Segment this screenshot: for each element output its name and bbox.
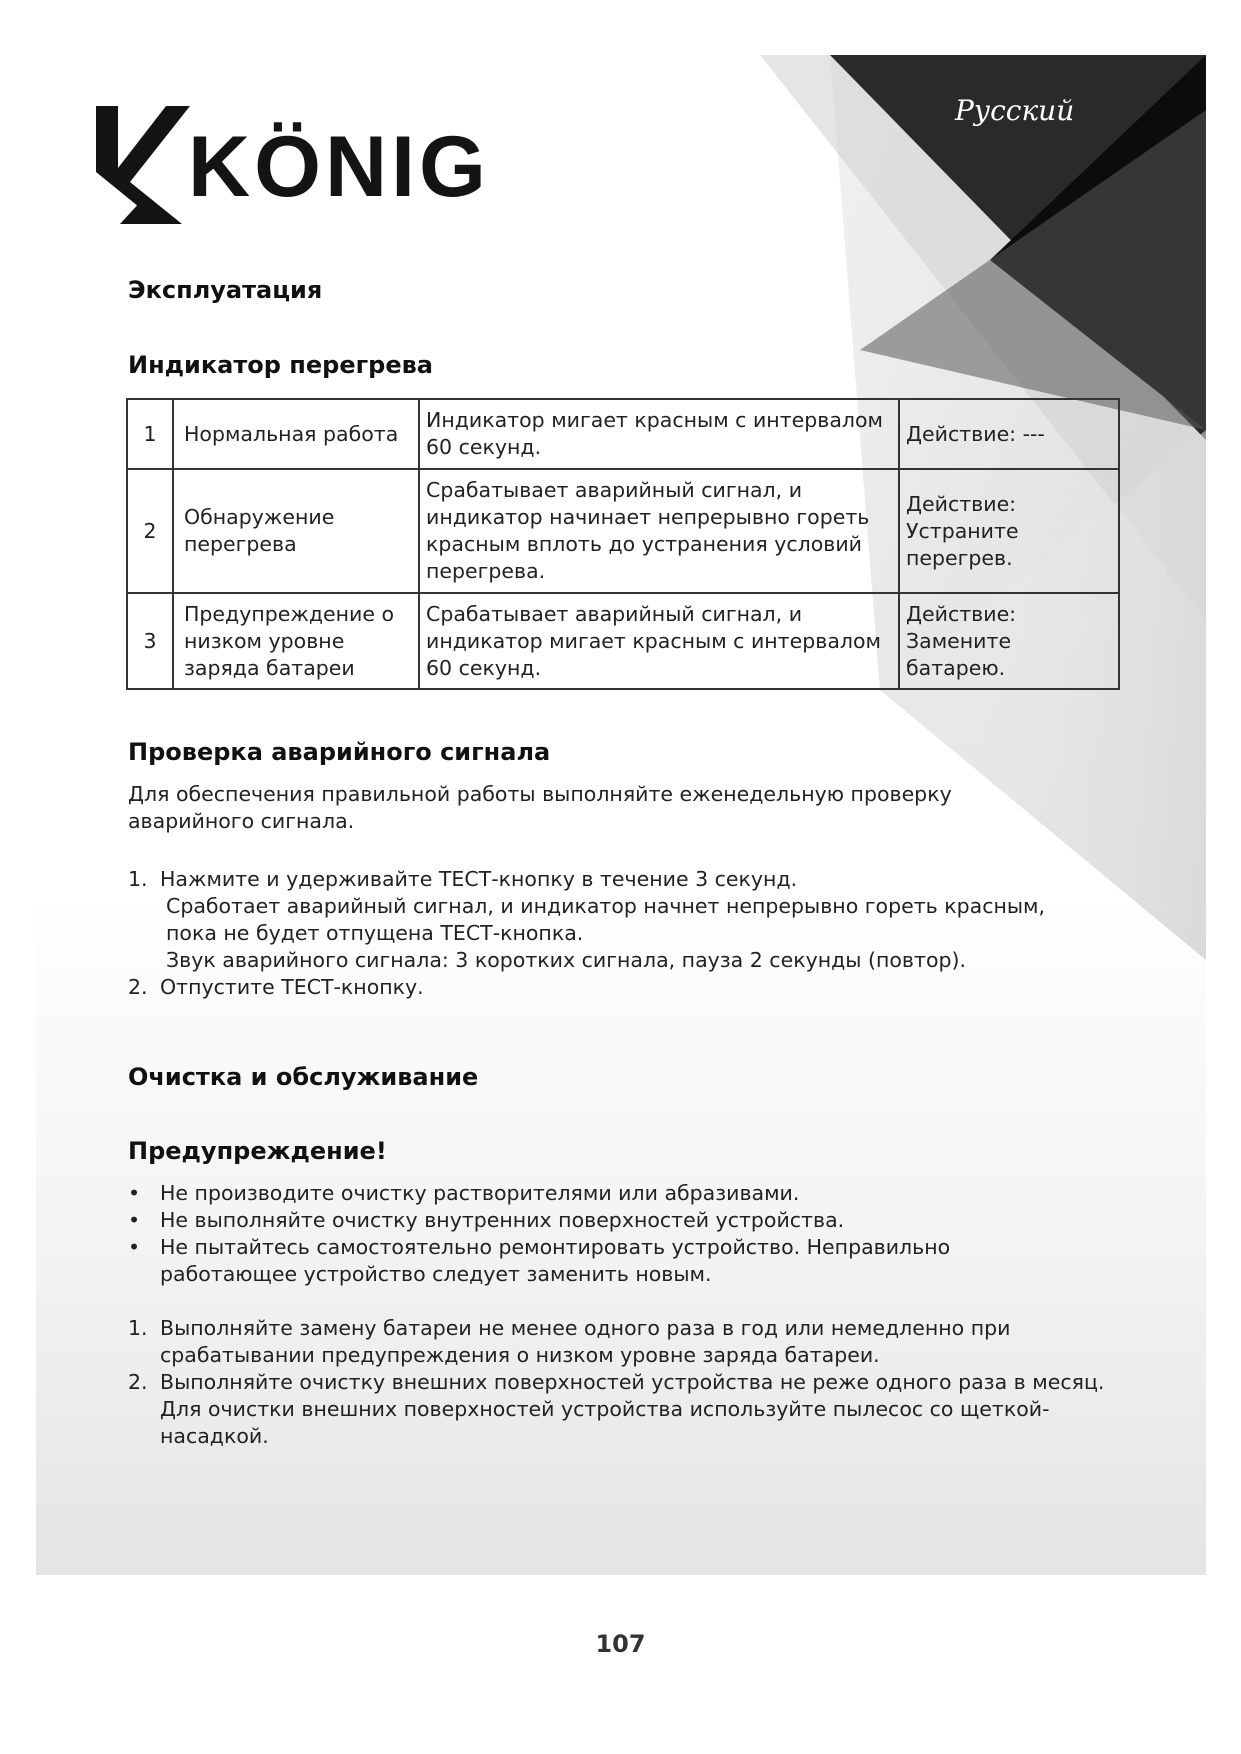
alarm-check-intro: Для обеспечения правильной работы выполняйте еженедельную проверку аварийного сигнала. — [128, 782, 952, 833]
row-mode: Нормальная работа — [173, 399, 419, 469]
step-line: Нажмите и удерживайте ТЕСТ-кнопку в течение 3 секунд. — [160, 867, 798, 891]
list-marker: 1. — [128, 867, 148, 891]
page-number: 107 — [595, 1630, 646, 1658]
list-marker: 2. — [128, 1370, 148, 1394]
row-action: Действие: Устраните перегрев. — [899, 469, 1119, 593]
section-title-alarm-check: Проверка аварийного сигнала — [128, 738, 551, 766]
step-line: Отпустите ТЕСТ-кнопку. — [160, 975, 424, 999]
row-mode: Предупреждение о низком уровне заряда батареи — [173, 593, 419, 689]
alarm-check-steps — [128, 866, 1088, 1001]
section-title-operation: Эксплуатация — [128, 276, 323, 304]
row-number: 3 — [127, 593, 173, 689]
step-line: Сработает аварийный сигнал, и индикатор начнет непрерывно гореть красным, пока не будет отпущена ТЕСТ-кнопка. — [166, 894, 1046, 945]
row-action: Действие: --- — [899, 399, 1119, 469]
overheat-indicator-table — [126, 398, 1120, 690]
row-number: 1 — [127, 399, 173, 469]
konig-logo — [96, 106, 536, 224]
row-action: Действие: Замените батарею. — [899, 593, 1119, 689]
section-title-cleaning: Очистка и обслуживание — [128, 1063, 479, 1091]
table-row — [127, 593, 1119, 689]
list-item — [128, 1315, 1108, 1369]
row-description: Срабатывает аварийный сигнал, и индикатор начинает непрерывно гореть красным вплоть до устранения условий перегрева. — [419, 469, 899, 593]
row-mode: Обнаружение перегрева — [173, 469, 419, 593]
language-label: Русский — [955, 94, 1075, 127]
warning-text: Не производите очистку растворителями или абразивами. — [160, 1181, 800, 1205]
table-row — [127, 469, 1119, 593]
row-description: Индикатор мигает красным с интервалом 60 секунд. — [419, 399, 899, 469]
bullet-icon: • — [128, 1208, 141, 1232]
list-item — [128, 866, 1088, 974]
step-line: Звук аварийного сигнала: 3 коротких сигнала, пауза 2 секунды (повтор). — [166, 948, 967, 972]
logo-wordmark: KÖNIG — [188, 119, 490, 215]
table-row — [127, 399, 1119, 469]
list-item — [128, 1207, 1048, 1234]
list-item — [128, 1234, 1048, 1288]
warning-text: Не пытайтесь самостоятельно ремонтировать устройство. Неправильно работающее устройство следует заменить новым. — [160, 1235, 951, 1286]
list-item — [128, 974, 1088, 1001]
section-title-warning: Предупреждение! — [128, 1137, 387, 1165]
section-title-overheat: Индикатор перегрева — [128, 351, 433, 379]
list-item — [128, 1180, 1048, 1207]
maintenance-list — [128, 1315, 1108, 1450]
maintenance-text: Выполняйте замену батареи не менее одного раза в год или немедленно при срабатывании предупреждения о низком уровне заряда батареи. — [160, 1316, 1011, 1367]
row-description: Срабатывает аварийный сигнал, и индикатор мигает красным с интервалом 60 секунд. — [419, 593, 899, 689]
list-marker: 1. — [128, 1316, 148, 1340]
list-marker: 2. — [128, 975, 148, 999]
warning-list — [128, 1180, 1048, 1288]
list-item — [128, 1369, 1108, 1450]
maintenance-text: Выполняйте очистку внешних поверхностей устройства не реже одного раза в месяц. Для очистки внешних поверхностей устройства используйте пылесос со щеткой-насадкой. — [160, 1370, 1105, 1448]
bullet-icon: • — [128, 1181, 141, 1205]
warning-text: Не выполняйте очистку внутренних поверхностей устройства. — [160, 1208, 845, 1232]
row-number: 2 — [127, 469, 173, 593]
bullet-icon: • — [128, 1235, 141, 1259]
